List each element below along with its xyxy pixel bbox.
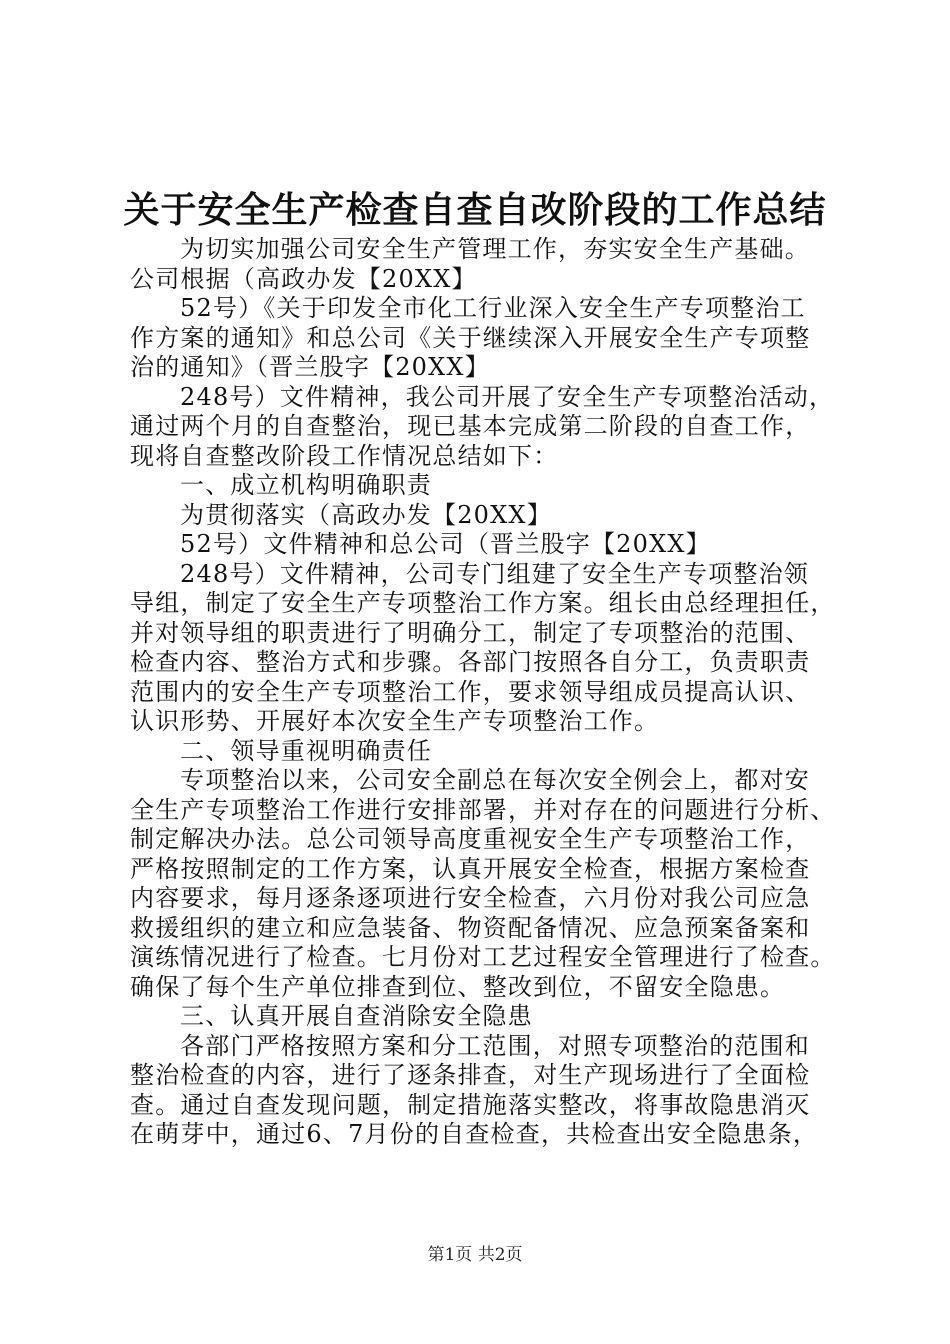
body-line: 二、领导重视明确责任 xyxy=(180,736,432,765)
body-line: 范围内的安全生产专项整治工作，要求领导组成员提高认识、 xyxy=(130,677,811,706)
body-line: 认识形势、开展好本次安全生产专项整治工作。 xyxy=(130,707,660,735)
body-line: 治的通知》（晋兰股字【20XX】 xyxy=(130,353,490,381)
body-line: 为贯彻落实（高政办发【20XX】 xyxy=(180,500,552,529)
body-line: 各部门严格按照方案和分工范围，对照专项整治的范围和 xyxy=(180,1031,810,1060)
body-line: 作方案的通知》和总公司《关于继续深入开展安全生产专项整 xyxy=(130,323,811,352)
body-line: 整治检查的内容，进行了逐条排查，对生产现场进行了全面检 xyxy=(130,1061,811,1089)
body-line: 52号）文件精神和总公司（晋兰股字【20XX】 xyxy=(180,530,711,558)
body-line: 内容要求，每月逐条逐项进行安全检查，六月份对我公司应急 xyxy=(130,884,811,912)
document-title: 关于安全生产检查自查自改阶段的工作总结 xyxy=(123,189,827,231)
body-line: 52号）《关于印发全市化工行业深入安全生产专项整治工 xyxy=(180,294,806,322)
body-line: 检查内容、整治方式和步骤。各部门按照各自分工，负责职责 xyxy=(130,648,811,676)
body-line: 248号）文件精神，公司专门组建了安全生产专项整治领 xyxy=(180,559,810,588)
body-line: 一、成立机构明确职责 xyxy=(180,471,432,499)
body-line: 严格按照制定的工作方案，认真开展安全检查，根据方案检查 xyxy=(130,854,811,883)
page-footer: 第1页 共2页 xyxy=(427,1245,523,1265)
body-line: 248号）文件精神，我公司开展了安全生产专项整治活动， xyxy=(180,382,835,411)
body-line: 确保了每个生产单位排查到位、整改到位，不留安全隐患。 xyxy=(130,972,786,1001)
body-line: 全生产专项整治工作进行安排部署，并对存在的问题进行分析、 xyxy=(130,795,836,824)
body-line: 并对领导组的职责进行了明确分工，制定了专项整治的范围、 xyxy=(130,618,811,647)
body-line: 救援组织的建立和应急装备、物资配备情况、应急预案备案和 xyxy=(130,913,811,942)
body-line: 制定解决办法。总公司领导高度重视安全生产专项整治工作， xyxy=(130,825,811,853)
body-line: 为切实加强公司安全生产管理工作，夯实安全生产基础。 xyxy=(180,235,810,263)
body-line: 在萌芽中，通过6、7月份的自查检查，共检查出安全隐患条， xyxy=(130,1120,819,1148)
body-line: 演练情况进行了检查。七月份对工艺过程安全管理进行了检查。 xyxy=(130,943,836,971)
body-line: 专项整治以来，公司安全副总在每次安全例会上，都对安 xyxy=(180,766,810,794)
body-line: 查。通过自查发现问题，制定措施落实整改，将事故隐患消灭 xyxy=(130,1090,811,1119)
body-line: 现将自查整改阶段工作情况总结如下： xyxy=(130,441,559,470)
body-line: 通过两个月的自查整治，现已基本完成第二阶段的自查工作， xyxy=(130,412,811,440)
body-line: 导组，制定了安全生产专项整治工作方案。组长由总经理担任， xyxy=(130,589,836,617)
document-body xyxy=(130,235,860,1150)
body-line: 三、认真开展自查消除安全隐患 xyxy=(180,1002,533,1030)
body-line: 公司根据（高政办发【20XX】 xyxy=(130,264,477,293)
